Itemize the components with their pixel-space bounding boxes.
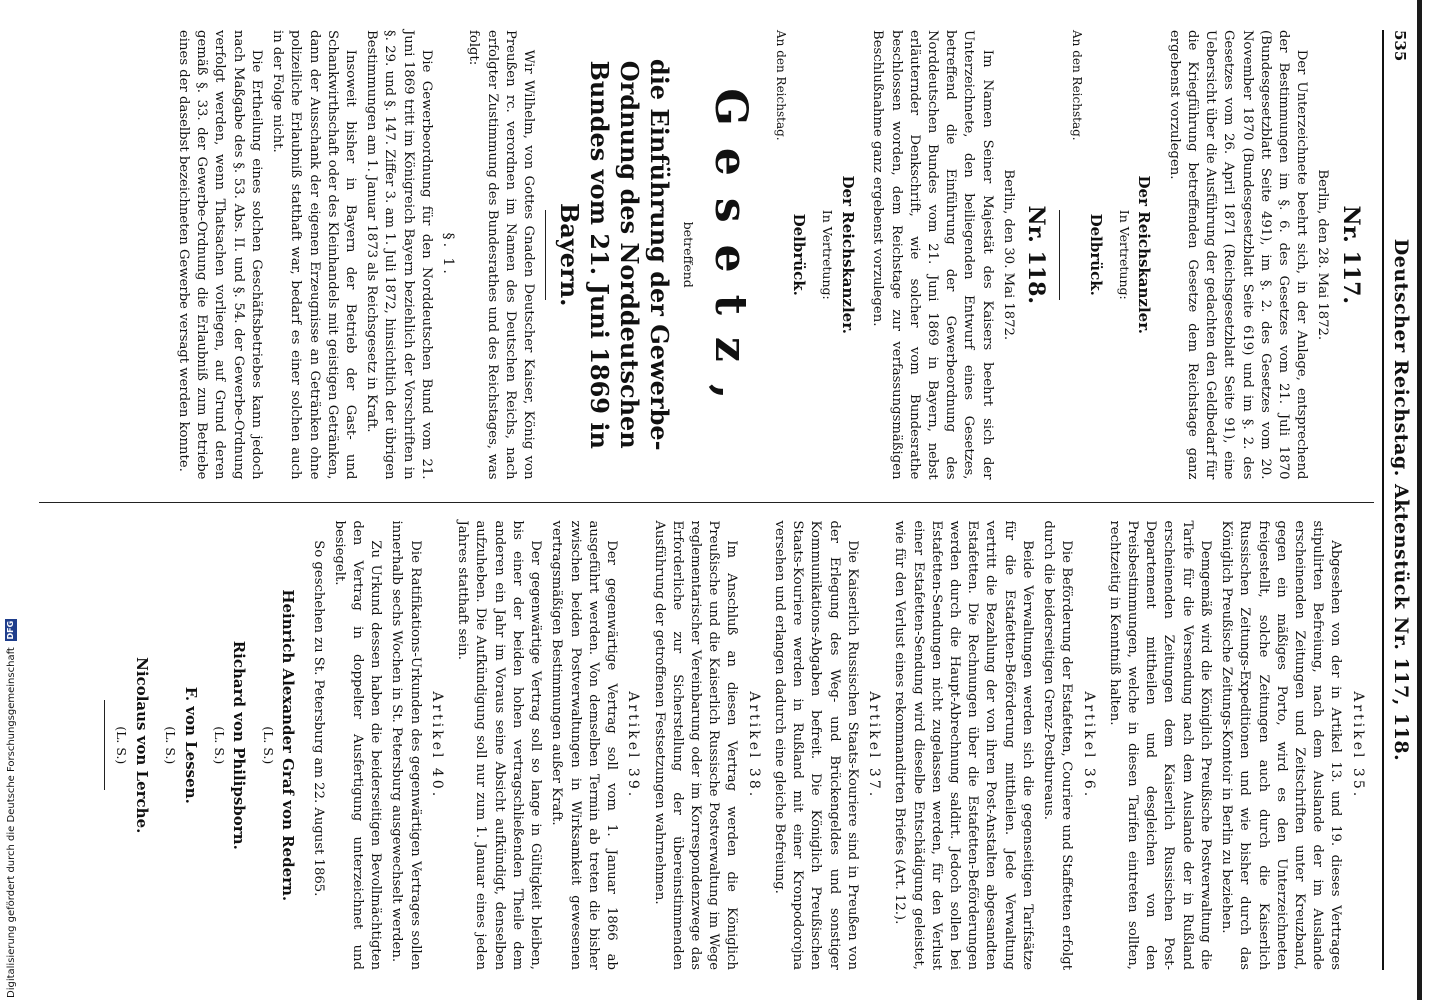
date-117: Berlin, den 28. Mai 1872. (1315, 169, 1331, 341)
document-page (18, 0, 1428, 1000)
body-117: Der Unterzeichnete beehrt sich, in der Anlage, entsprechend der Bestimmungen im §. 6. des Gesetzes vom 21. Juli 1870 (Bundesgesetzblatt Seite 491), im §. 2. des Gesetzes vom 20. November 1870 (Bundesgesetzblatt Seite 619) und im §. 2. des Gesetzes vom 26. April 1871 (Reichsgesetzblatt Seite 91), eine Uebersicht über die Ausführung der gedachten den Geldbedarf für die Kriegführung betreffenden Gesetze dem Reichstage ganz ergebenst vorzulegen. (1166, 30, 1310, 480)
running-title: Deutscher Reichstag. Aktenstück Nr. 117, 118. (1390, 238, 1412, 762)
signature-redern: Heinrich Alexander Graf von Redern. (279, 589, 298, 902)
artikel-40-text-2: Zu Urkund dessen haben die beiderseitigen Bevollmächtigten den Vertrag in doppelter Ausfertigung unterzeichnet und besiegelt. (331, 520, 384, 970)
artikel-37-heading: Artikel 37. (866, 691, 883, 800)
artikel-38-heading: Artikel 38. (745, 691, 762, 800)
dfg-logo: DFG (6, 620, 15, 640)
addressee-2: An den Reichstag. (773, 30, 788, 141)
betreffend-label: betreffend (681, 221, 697, 288)
seal-mark-1: (L. S.) (260, 726, 276, 765)
credit-text: Digitalisierung gefördert durch die Deutsche Forschungsgemeinschaft (5, 647, 17, 998)
column-nr-117-118 (39, 30, 1374, 480)
place-and-date: So geschehen zu St. Petersburg am 22. August 1865. (310, 540, 326, 897)
paragraph-1-text-3: Die Ertheilung eines solchen Geschäftsbetriebes kann jedoch nach Maßgabe des §. 53. Abs. II. und §. 54. der Gewerbe-Ordnung verfolgt werden, wenn Thatsachen vorliegen, auf Grund deren gemäß §. 33. der Gewerbe-Ordnung die Erlaubniß zum Betriebe eines der daselbst bezeichneten Gewerbe versagt werden konnte. (176, 30, 264, 480)
date-118: Berlin, den 30. Mai 1872. (1000, 169, 1016, 341)
artikel-40-heading: Artikel 40. (429, 691, 446, 800)
artikel-35-text: Abgesehen von der in Artikel 13. und 19. dieses Vertrages stipulirten Befreiung, nach dem Auslande der im Auslande erscheinenden Zeitungen und Zeitschriften unter Kreuzband, gegen ein mäßiges Porto, wird es den Unterzeichneten freigestellt, solche Zeitungen auch durch die Kaiserlich Russischen Zeitungs-Expeditionen und wie bisher durch das Königlich Preußische Zeitungs-Komtoir in Berlin zu beziehen. (1219, 520, 1344, 970)
artikel-38-text: Im Anschluß an diesen Vertrag werden die Königlich Preußische und die Kaiserlich Russische Postverwaltung im Wege reglementarischer Vereinbarung oder im Korrespondenzwege das Erforderliche zur Sicherstellung der übereinstimmenden Ausführung der getroffenen Festsetzungen wahrnehmen. (651, 520, 740, 970)
paragraph-1-text-2: Insoweit bisher in Bayern der Betrieb der Gast- und Schankwirthschaft oder des Kleinhandels mit geistigen Getränken, dann der Ausschank der eigenen Erzeugnisse an Getränken ohne polizeiliche Erlaubniß statthaft war, bedarf es einer solchen auch in der Folge nicht. (270, 30, 358, 480)
nr-117-heading: Nr. 117. (1337, 205, 1364, 305)
nr-118-heading: Nr. 118. (1023, 205, 1050, 305)
page-number: 535 (1391, 30, 1409, 62)
artikel-40-text: Die Ratifikations-Urkunden des gegenwärtigen Vertrages sollen innerhalb sechs Wochen in St. Petersburg ausgewechselt werden. (389, 520, 423, 970)
vertretung-label-2: In Vertretung: (820, 209, 836, 300)
page-header (1382, 30, 1418, 970)
signature-lerche: Nicolaus von Lerche. (132, 657, 151, 834)
column-artikel-35-40 (39, 502, 1374, 971)
seal-mark-4: (L. S.) (113, 726, 129, 765)
signer-delbrueck-2: Delbrück. (790, 213, 809, 296)
artikel-37-text: Die Kaiserlich Russischen Staats-Kouriere sind in Preußen von der Erlegung des Weg- und Brückengeldes und sonstiger Kommunikations-Abgaben befreit. Die Königlich Preußischen Staats-Kouriere werden in Rußland mit einer Kronpodorojna versehen und erlangen dadurch eine gleiche Befreiung. (771, 520, 860, 970)
artikel-39-text-2: Der gegenwärtige Vertrag soll so lange in Gültigkeit bleiben, bis einer der beiden hohen vertragschließenden Theile dem anderen ein Jahr im Voraus seine Absicht aufkündigt, denselben aufzuheben. Die Aufkündigung soll nur zum 1. Januar eines jeden Jahres statthaft sein. (455, 520, 544, 970)
law-title: die Einführung der Gewerbe-Ordnung des Norddeutschen Bundes vom 21. Juni 1869 in Bayern. (555, 58, 675, 451)
artikel-36-heading: Artikel 36. (1080, 691, 1097, 800)
seal-mark-3: (L. S.) (162, 726, 178, 765)
preamble: Wir Wilhelm, von Gottes Gnaden Deutscher Kaiser, König von Preußen rc. verordnen im Namen des Deutschen Reichs, nach erfolgter Zustimmung des Bundesrathes und des Reichstages, was folgt: (466, 30, 537, 480)
artikel-36-text: Die Beförderung der Estafetten, Couriere und Staffetten erfolgt durch die beiderseitigen Grenz-Postbureaus. (1041, 520, 1075, 970)
gesetz-heading: Gesetz, (705, 88, 756, 422)
paragraph-1-heading: §. 1. (440, 232, 457, 277)
addressee: An den Reichstag. (1069, 30, 1084, 141)
artikel-36-text-2: Beide Verwaltungen werden sich die gegenseitigen Tarifsätze für die Estafetten-Beförderung mittheilen. Jede Verwaltung vertritt die Bezahlung der von ihren Post-Anstalten abgesandten Estafetten. Die Rechnungen über die Estafetten-Beförderungen werden durch die Haupt-Abrechnung saldirt. Jedoch sollen bei Estafetten-Sendungen nicht zugelassen werden, für den Verlust einer Estafetten-Sendung wird dieselbe Entschädigung geleistet, wie für den Verlust eines rekommandirten Briefes (Art. 12.). (892, 520, 1035, 970)
artikel-35-heading: Artikel 35. (1349, 691, 1366, 800)
body-118: Im Namen Seiner Majestät des Kaisers beehrt sich der Unterzeichnete, den beiliegenden Entwurf eines Gesetzes, betreffend die Einführung der Gewerbeordnung des Norddeutschen Bundes vom 21. Juni 1869 in Bayern, nebst erläuternder Denkschrift, wie solcher vom Bundesrathe beschlossen worden, dem Reichstage zur verfassungsmäßigen Beschlußnahme ganz ergebenst vorzulegen. (870, 30, 995, 480)
reichskanzler-title-2: Der Reichskanzler. (839, 175, 858, 334)
paragraph-1-text: Die Gewerbeordnung für den Norddeutschen Bund vom 21. Juni 1869 tritt im Königreich Bayern beziehlich der Vorschriften in §. 29. und §. 147. Ziffer 3. am 1. Juli 1872, hinsichtlich der übrigen Bestimmungen am 1. Januar 1873 als Reichsgesetz in Kraft. (364, 30, 434, 480)
signature-lessen: F. von Lessen. (181, 686, 200, 804)
vertretung-label: In Vertretung: (1116, 209, 1132, 300)
artikel-39-text: Der gegenwärtige Vertrag soll vom 1. Januar 1866 ab ausgeführt werden. Von demselben Termin ab treten die bisher zwischen beiden Postverwaltungen in Wirksamkeit gewesenen vertragsmäßigen Bestimmungen außer Kraft. (549, 520, 619, 970)
reichskanzler-title: Der Reichskanzler. (1135, 175, 1154, 334)
seal-mark-2: (L. S.) (211, 726, 227, 765)
artikel-39-heading: Artikel 39. (625, 691, 642, 800)
artikel-35-text-2: Demgemäß wird die Königlich Preußische Postverwaltung die Tarife für die Versendung nach dem Auslande der in Rußland erscheinenden Zeitungen dem Kaiserlich Russischen Post-Departement mittheilen und desgleichen von den Preisbestimmungen, welche in diesen Tarifen eintreten sollten, rechtzeitig in Kenntniß halten. (1106, 520, 1213, 970)
signer-delbrueck: Delbrück. (1086, 213, 1105, 296)
digitization-credit (4, 598, 18, 998)
signature-philipsborn: Richard von Philipsborn. (230, 640, 249, 850)
